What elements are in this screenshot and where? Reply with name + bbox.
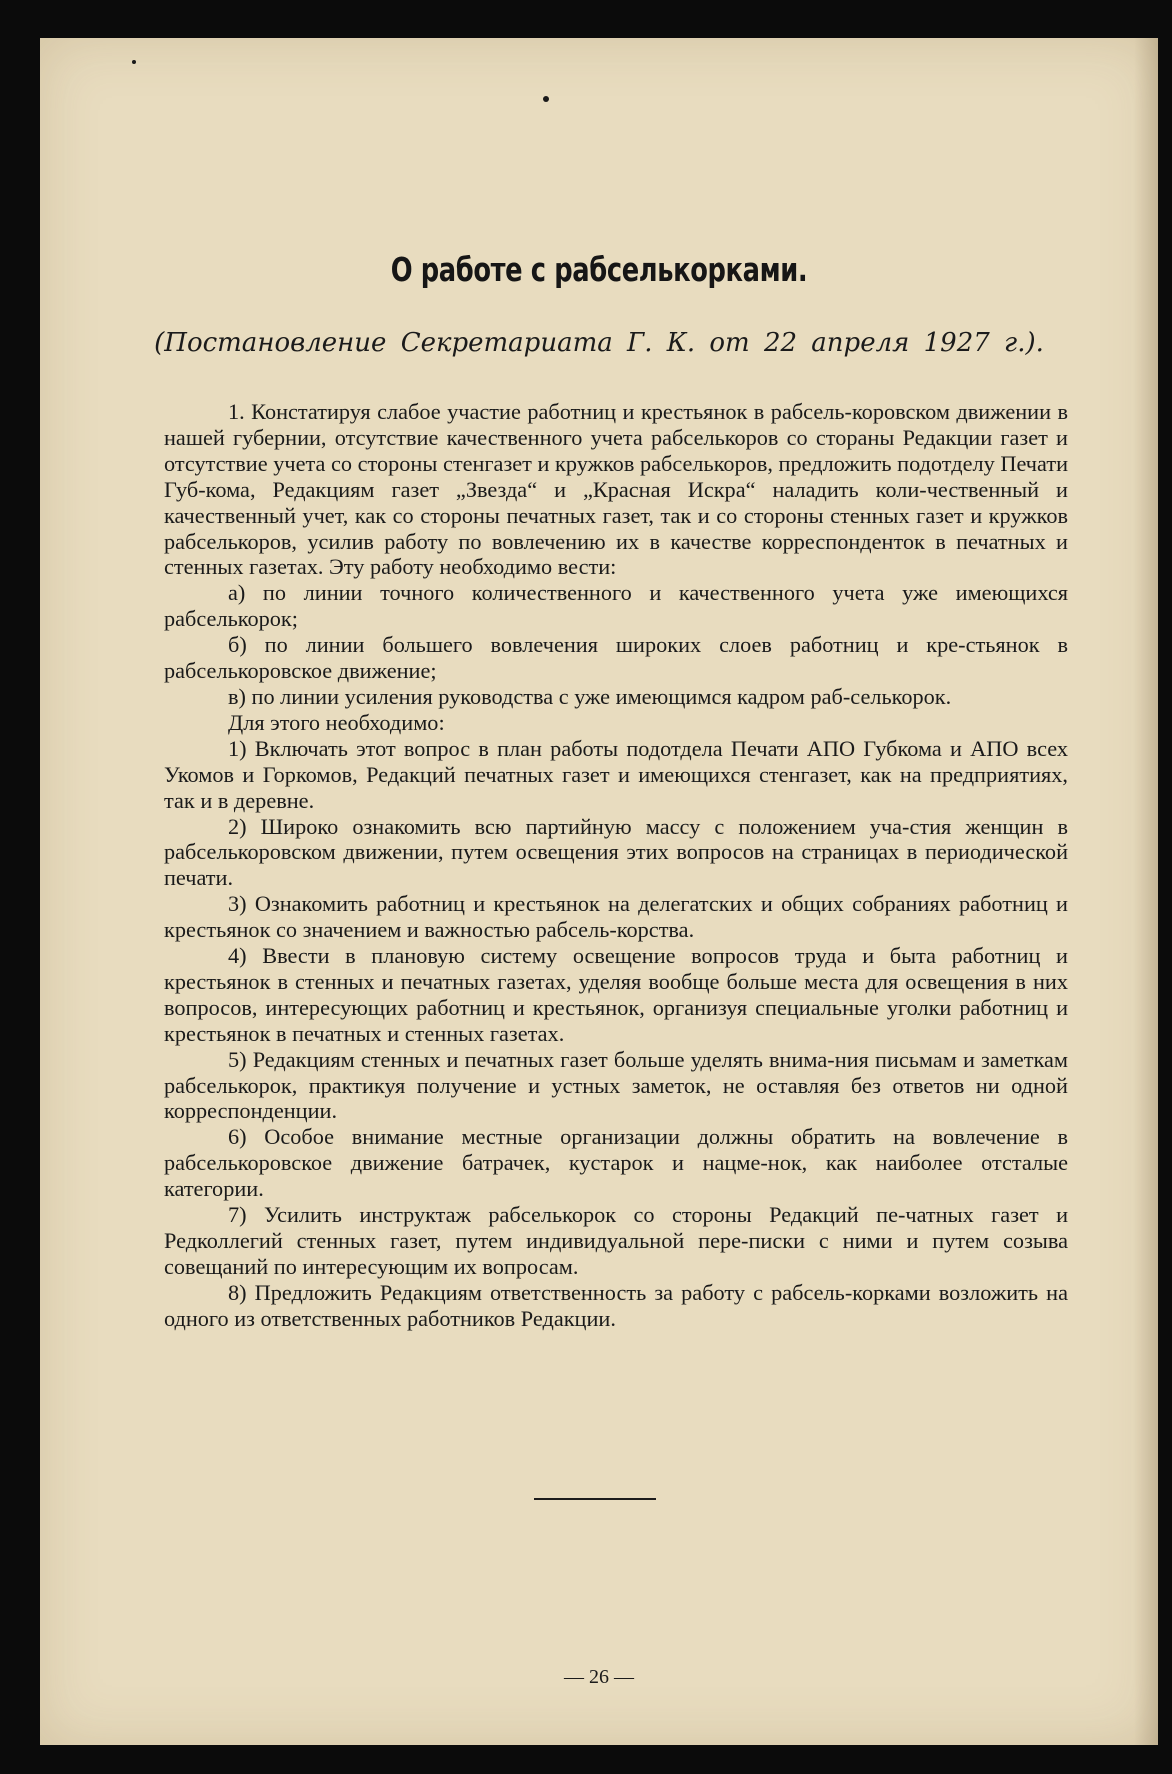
paragraph: 1. Констатируя слабое участие работниц и крестьянок в рабсель-коровском движении в нашей губернии, отсутствие качественного учета рабселькоров со стораны Редакции газет и отсутствие учета со стороны стенгазет и кружков рабселькоров, предложить подотделу Печати Губ-кома, Редакциям газет „Звезда“ и „Красная Искра“ наладить коли-чественный и качественный учет, как со стороны печатных газет, так и со стороны стенных газет и кружков рабселькоров, усилив работу по вовлечению их в качестве корреспонденток в печатных и стенных газетах. Эту работу необходимо вести:	[164, 399, 1068, 580]
ink-speck	[132, 60, 136, 64]
document-page	[40, 38, 1158, 1745]
paragraph: 2) Широко ознакомить всю партийную массу с положением уча-стия женщин в рабселькоровском движении, путем освещения этих вопросов на страницах в периодической печати.	[164, 813, 1068, 891]
paragraph: 3) Ознакомить работниц и крестьянок на делегатских и общих собраниях работниц и крестьянок со значением и важностью рабсель-корства.	[164, 891, 1068, 943]
paragraph: в) по линии усиления руководства с уже имеющимся кадром раб-селькорок.	[228, 683, 952, 709]
document-body	[164, 399, 1068, 1332]
paragraph: б) по линии большего вовлечения широких слоев работниц и кре-стьянок в рабселькоровское движение;	[164, 632, 1068, 684]
section-divider	[534, 1498, 656, 1500]
paragraph: 5) Редакциям стенных и печатных газет больше уделять внима-ния письмам и заметкам рабселькорок, практикуя получение и устных заметок, не оставляя без ответов ни одной корреспонденции.	[164, 1046, 1068, 1124]
paragraph: а) по линии точного количественного и качественного учета уже имеющихся рабселькорок;	[164, 580, 1068, 632]
document-title: О работе с рабселькорками.	[390, 250, 808, 289]
paragraph: Для этого необходимо:	[228, 709, 445, 735]
paragraph: 6) Особое внимание местные организации должны обратить на вовлечение в рабселькоровское движение батрачек, кустарок и нацме-нок, как наиболее отсталые категории.	[164, 1124, 1068, 1202]
document-subtitle: (Постановление Секретариата Г. К. от 22 апреля 1927 г.).	[154, 328, 1044, 358]
paragraph: 7) Усилить инструктаж рабселькорок со стороны Редакций пе-чатных газет и Редколлегий стенных газет, путем индивидуальной пере-писки с ними и путем созыва совещаний по интересующим их вопросам.	[164, 1202, 1068, 1279]
paragraph: 8) Предложить Редакциям ответственность за работу с рабсель-корками возложить на одного из ответственных работников Редакции.	[164, 1279, 1068, 1331]
paragraph: 4) Ввести в плановую систему освещение вопросов труда и быта работниц и крестьянок в стенных и печатных газетах, уделяя вообще больше места для освещения в них вопросов, интересующих работниц и крестьянок, организуя специальные уголки работниц и крестьянок в печатных и стенных газетах.	[164, 943, 1068, 1046]
page-edge-shadow	[1134, 38, 1158, 1745]
ink-speck	[543, 96, 549, 102]
paragraph: 1) Включать этот вопрос в план работы подотдела Печати АПО Губкома и АПО всех Укомов и Горкомов, Редакций печатных газет и имеющихся стенгазет, как на предприятиях, так и в деревне.	[164, 735, 1068, 813]
page-number: — 26 —	[564, 1666, 634, 1688]
